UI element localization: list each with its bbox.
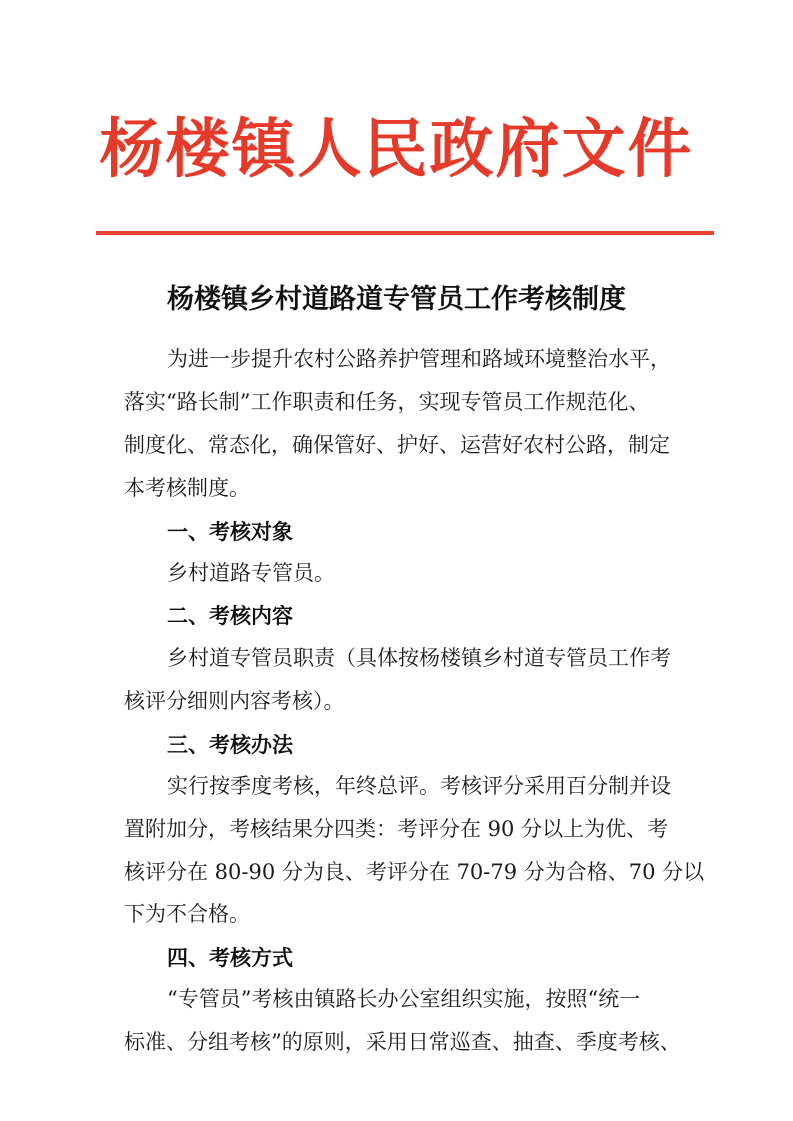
- section-heading: 一、考核对象: [167, 519, 293, 544]
- intro-line: 本考核制度。: [124, 476, 250, 500]
- section-line: “专管员”考核由镇路长办公室组织实施，按照“统一: [167, 987, 641, 1011]
- section-line: 置附加分，考核结果分四类：考评分在 90 分以上为优、考: [124, 817, 669, 841]
- section-line: 核评分细则内容考核）。: [124, 689, 345, 713]
- section-line: 乡村道路专管员。: [167, 561, 335, 585]
- document-title: 杨楼镇乡村道路道专管员工作考核制度: [167, 284, 626, 315]
- section-heading: 三、考核办法: [167, 732, 293, 757]
- intro-line: 为进一步提升农村公路养护管理和路域环境整治水平，: [167, 347, 671, 371]
- section-line: 乡村道专管员职责（具体按杨楼镇乡村道专管员工作考: [167, 646, 671, 670]
- section-line: 标准、分组考核”的原则，采用日常巡查、抽查、季度考核、: [124, 1030, 681, 1054]
- red-header-rule: [96, 231, 714, 235]
- section-heading: 四、考核方式: [167, 945, 293, 970]
- section-line: 实行按季度考核，年终总评。考核评分采用百分制并设: [167, 774, 671, 798]
- intro-line: 落实“路长制”工作职责和任务，实现专管员工作规范化、: [124, 390, 650, 414]
- section-line: 下为不合格。: [124, 902, 250, 926]
- intro-line: 制度化、常态化，确保管好、护好、运营好农村公路，制定: [124, 433, 670, 457]
- section-heading: 二、考核内容: [167, 603, 293, 628]
- section-line: 核评分在 80-90 分为良、考评分在 70-79 分为合格、70 分以: [124, 860, 705, 884]
- org-header-title: 杨楼镇人民政府文件: [99, 112, 694, 187]
